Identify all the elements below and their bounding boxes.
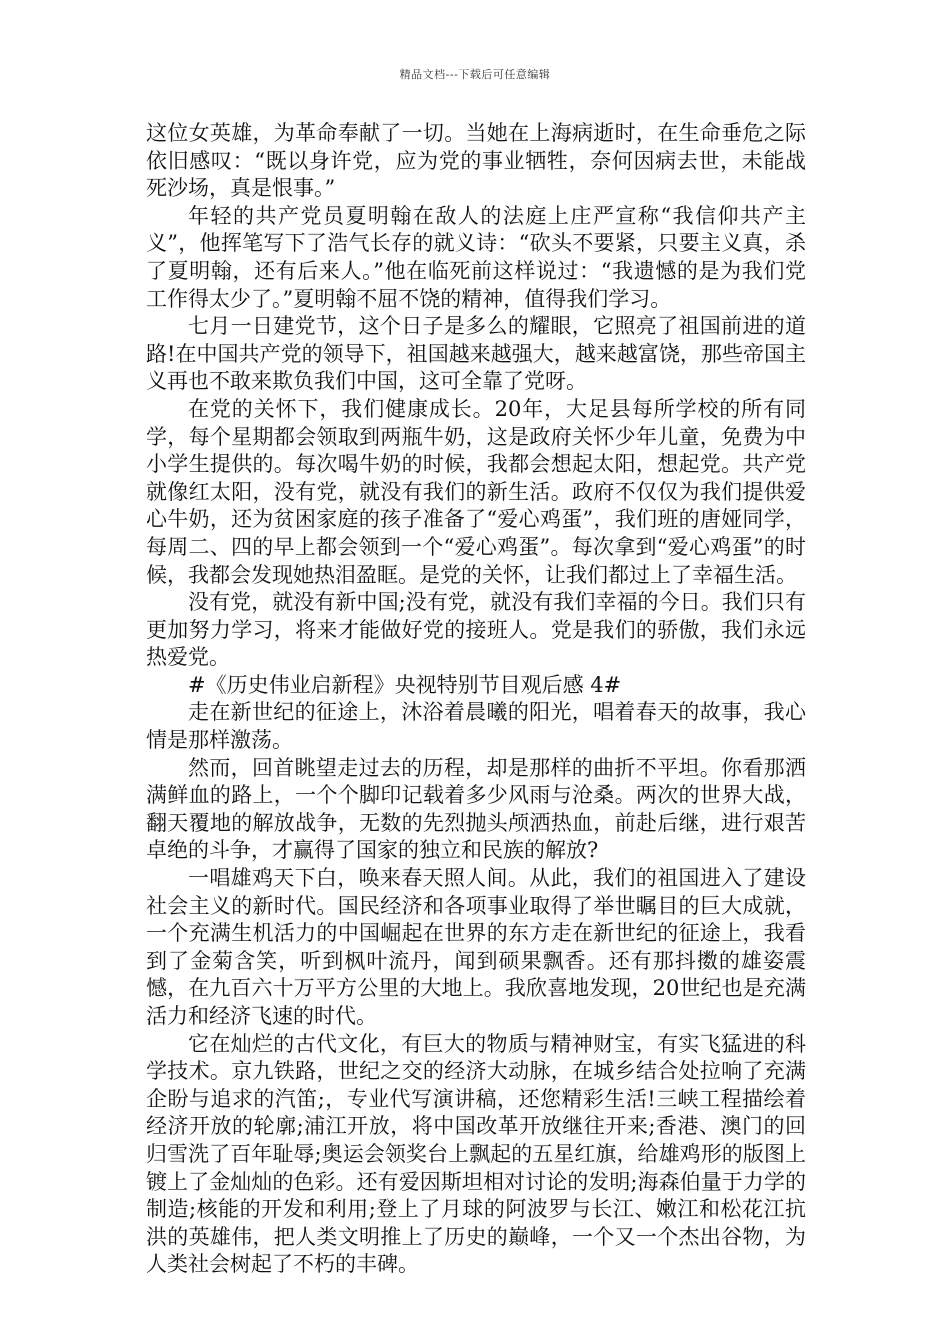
document-body (146, 120, 806, 1279)
paragraph: 在党的关怀下，我们健康成长。20年，大足县每所学校的所有同学，每个星期都会领取到两瓶牛奶，这是政府关怀少年儿童，免费为中小学生提供的。每次喝牛奶的时候，我都会想起太阳，想起党。共产党就像红太阳，没有党，就没有我们的新生活。政府不仅仅为我们提供爱心牛奶，还为贫困家庭的孩子准备了“爱心鸡蛋”，我们班的唐娅同学，每周二、四的早上都会领到一个“爱心鸡蛋”。每次拿到“爱心鸡蛋”的时候，我都会发现她热泪盈眶。是党的关怀，让我们都过上了幸福生活。 (146, 396, 806, 587)
paragraph: 一唱雄鸡天下白，唤来春天照人间。从此，我们的祖国进入了建设社会主义的新时代。国民经济和各项事业取得了举世瞩目的巨大成就，一个充满生机活力的中国崛起在世界的东方走在新世纪的征途上，我看到了金菊含笑，听到枫叶流丹，闻到硕果飘香。还有那抖擞的雄姿震憾，在九百六十万平方公里的大地上。我欣喜地发现，20世纪也是充满活力和经济飞速的时代。 (146, 866, 806, 1028)
paragraph: 没有党，就没有新中国;没有党，就没有我们幸福的今日。我们只有更加努力学习，将来才能做好党的接班人。党是我们的骄傲，我们永远热爱党。 (146, 590, 806, 670)
paragraph: 年轻的共产党员夏明翰在敌人的法庭上庄严宣称“我信仰共产主义”，他挥笔写下了浩气长存的就义诗：“砍头不要紧，只要主义真，杀了夏明翰，还有后来人。”他在临死前这样说过：“我遗憾的是为我们党工作得太少了。”夏明翰不屈不饶的精神，值得我们学习。 (146, 203, 806, 311)
paragraph: 它在灿烂的古代文化，有巨大的物质与精神财宝，有实飞猛进的科学技术。京九铁路，世纪之交的经济大动脉，在城乡结合处拉响了充满企盼与追求的汽笛;，专业代写演讲稿，还您精彩生活!三峡工程描绘着经济开放的轮廓;浦江开放，将中国改革开放继往开来;香港、澳门的回归雪洗了百年耻辱;奥运会领奖台上飘起的五星红旗，给雄鸡形的版图上镀上了金灿灿的色彩。还有爱因斯坦相对讨论的发明;海森伯量于力学的制造;核能的开发和利用;登上了月球的阿波罗与长江、嫩江和松花江抗洪的英雄伟，把人类文明推上了历史的巅峰，一个又一个杰出谷物，为人类社会树起了不朽的丰碑。 (146, 1031, 806, 1277)
paragraph: 这位女英雄，为革命奉献了一切。当她在上海病逝时，在生命垂危之际依旧感叹：“既以身许党，应为党的事业牺牲，奈何因病去世，未能战死沙场，真是恨事。” (146, 121, 806, 201)
paragraph: 然而，回首眺望走过去的历程，却是那样的曲折不平坦。你看那洒满鲜血的路上，一个个脚印记载着多少风雨与沧桑。两次的世界大战，翻天覆地的解放战争，无数的先烈抛头颅洒热血，前赴后继，进行艰苦卓绝的斗争，才赢得了国家的独立和民族的解放? (146, 755, 806, 863)
page-header: 精品文档---下载后可任意编辑 (399, 68, 551, 81)
section-heading: #《历史伟业启新程》央视特别节目观后感 4# (188, 672, 622, 697)
paragraph: 走在新世纪的征途上，沐浴着晨曦的阳光，唱着春天的故事，我心情是那样激荡。 (146, 700, 806, 753)
paragraph: 七月一日建党节，这个日子是多么的耀眼，它照亮了祖国前进的道路!在中国共产党的领导下，祖国越来越强大，越来越富饶，那些帝国主义再也不敢来欺负我们中国，这可全靠了党呀。 (146, 314, 806, 394)
